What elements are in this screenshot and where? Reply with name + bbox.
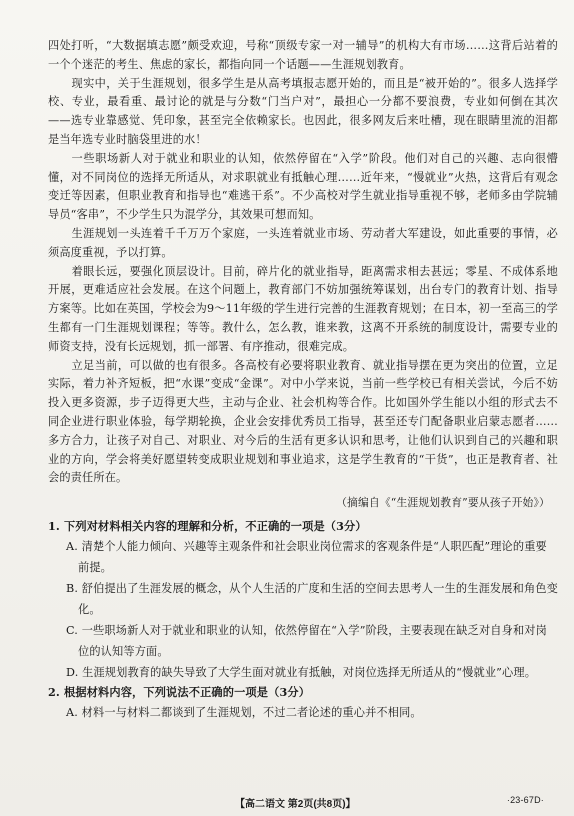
page-footer	[0, 795, 574, 809]
passage-source: （摘编自《“生涯规划教育”要从孩子开始》）	[336, 496, 550, 510]
question-1-stem: 1. 下列对材料相关内容的理解和分析，不正确的一项是（3分）	[48, 518, 367, 533]
footer-page-label: 【高二语文 第2页(共8页)】	[235, 799, 356, 810]
question-1-option-c: C. 一些职场新人对于就业和职业的认知，依然停留在“入学”阶段，主要表现在缺乏对自身和对岗位的认知等方面。	[66, 623, 547, 658]
passage-paragraph-5: 着眼长远，要强化顶层设计。目前，碎片化的就业指导，距离需求相去甚远；零星、不成体系地开展，更难适应社会发展。在这个问题上，教育部门不妨加强统筹谋划，出台专门的教育计划、指导方案等。比如在英国，学校会为9～11年级的学生进行完善的生涯教育规划；在日本，初一至高三的学生都有一门生涯规划课程；等等。教什么，怎么教，谁来教，这离不开系统的制度设计，需要专业的师资支持，没有长远规划，抓一部署、有序推动，很难完成。	[48, 264, 558, 353]
question-1-option-a: A. 清楚个人能力倾向、兴趣等主观条件和社会职业岗位需求的客观条件是“人职匹配”理论的重要前提。	[66, 539, 547, 574]
passage-paragraph-6: 立足当前，可以做的也有很多。各高校有必要将职业教育、就业指导摆在更为突出的位置，立足实际，着力补齐短板，把“水课”变成“金课”。对中小学来说，当前一些学校已有相关尝试，今后不妨投入更多资源，步子迈得更大些，主动与企业、社会机构等合作。比如国外学生能以小组的形式去不同企业进行职业体验，每学期轮换，企业会安排优秀员工指导，甚至还专门配备职业启蒙志愿者……多方合力，让孩子对自己、对职业、对今后的生活有更多认识和思考，让他们认识到自己的兴趣和职业的方向，学会将美好愿望转变成职业规划和事业追求，这是学生教育的“干货”，也正是教育者、社会的责任所在。	[48, 358, 558, 485]
question-2-stem: 2. 根据材料内容，下列说法不正确的一项是（3分）	[48, 684, 311, 699]
passage-paragraph-3: 一些职场新人对于就业和职业的认知，依然停留在“入学”阶段。他们对自己的兴趣、志向很懵懂，对不同岗位的选择无所适从，对求职就业有抵触心理……近年来，“慢就业”火热，这背后有观念变迁等因素，但职业教育和指导也“难逃干系”。不少高校对学生就业指导重视不够，老师多由学院辅导员“客串”，不少学生只为混学分，其效果可想而知。	[48, 151, 558, 222]
passage-paragraph-1: 四处打听，“大数据填志愿”颇受欢迎，号称“顶级专家一对一辅导”的机构大有市场……这背后站着的一个个迷茫的考生、焦虑的家长，都指向同一个话题——生涯规划教育。	[48, 39, 558, 71]
question-1-option-d: D. 生涯规划教育的缺失导致了大学生面对就业有抵触，对岗位选择无所适从的“慢就业”心理。	[66, 665, 537, 679]
passage-paragraph-2: 现实中，关于生涯规划，很多学生是从高考填报志愿开始的，而且是“被开始的”。很多人选择学校、专业，最看重、最讨论的就是与分数“门当户对”，最担心一分都不要浪费，专业如何倒在其次——选专业靠感觉、凭印象，甚至完全依赖家长。也因此，很多网友后来吐槽，现在眼睛里流的泪都是当年选专业时脑袋里进的水！	[48, 76, 558, 146]
question-1-option-b: B. 舒伯提出了生涯发展的概念，从个人生活的广度和生活的空间去思考人一生的生涯发展和角色变化。	[66, 581, 558, 616]
question-2-option-a: A. 材料一与材料二都谈到了生涯规划，不过二者论述的重心并不相同。	[66, 705, 422, 719]
footer-exam-code: ·23-67D·	[506, 795, 544, 805]
passage-paragraph-4: 生涯规划一头连着千千万万个家庭，一头连着就业市场、劳动者大军建设，如此重要的事情，必须高度重视，予以打算。	[48, 226, 558, 259]
questions-section	[48, 517, 558, 723]
page-content	[48, 37, 558, 723]
